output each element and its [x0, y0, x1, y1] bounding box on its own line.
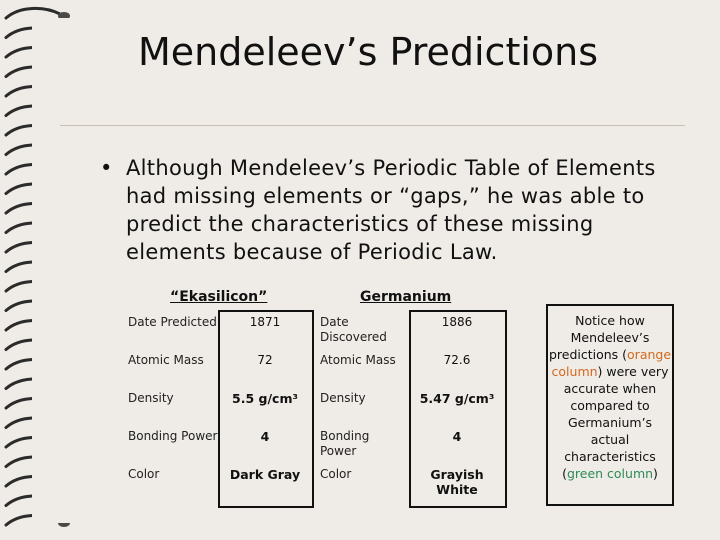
binding-ring [6, 8, 60, 18]
predicted-value: 5.5 g/cm³ [232, 391, 298, 406]
note-text-1: Notice how Mendeleev’s predictions ( [548, 313, 650, 362]
predicted-value: 4 [260, 429, 270, 444]
note-orange-text: orange column [551, 347, 672, 379]
actual-label: Date Discovered [320, 315, 387, 344]
predicted-label: Atomic Mass [128, 353, 204, 367]
predicted-label: Color [128, 467, 160, 481]
comparison-table [120, 310, 508, 506]
slide-title: Mendeleev’s Predictions [137, 30, 599, 74]
note-text-3: ) [653, 466, 658, 481]
table-row [120, 467, 508, 505]
predicted-label: Density [128, 391, 174, 405]
predicted-value: Dark Gray [229, 467, 301, 482]
actual-value: 4 [452, 429, 462, 444]
bullet-text: Although Mendeleev’s Periodic Table of Elements had missing elements or “gaps,” he was able to predict the characteristics of these missing elements because of Periodic Law. [126, 156, 656, 264]
table-row [120, 391, 508, 429]
notice-callout [546, 304, 674, 506]
actual-label: Density [320, 391, 366, 405]
predicted-label: Bonding Power [128, 429, 218, 443]
actual-label: Color [320, 467, 352, 481]
actual-label: Atomic Mass [320, 353, 396, 367]
bullet-symbol: • [100, 156, 113, 180]
actual-value: 5.47 g/cm³ [419, 391, 495, 406]
actual-value: 72.6 [443, 353, 471, 367]
table-row [120, 429, 508, 467]
note-green-text: green column [566, 466, 654, 481]
table-row [120, 353, 508, 391]
header-predicted: “Ekasilicon” [170, 289, 268, 305]
note-text-2: ) were very accurate when compared to Germanium’s actual characteristics ( [562, 364, 669, 481]
table-row [120, 315, 508, 353]
header-actual: Germanium [360, 289, 452, 305]
actual-label: Bonding Power [320, 429, 370, 458]
predicted-value: 72 [257, 353, 273, 367]
predicted-value: 1871 [249, 315, 281, 329]
actual-value: 1886 [441, 315, 473, 329]
actual-value: Grayish White [430, 467, 484, 497]
predicted-label: Date Predicted [128, 315, 217, 329]
title-divider [60, 125, 685, 126]
